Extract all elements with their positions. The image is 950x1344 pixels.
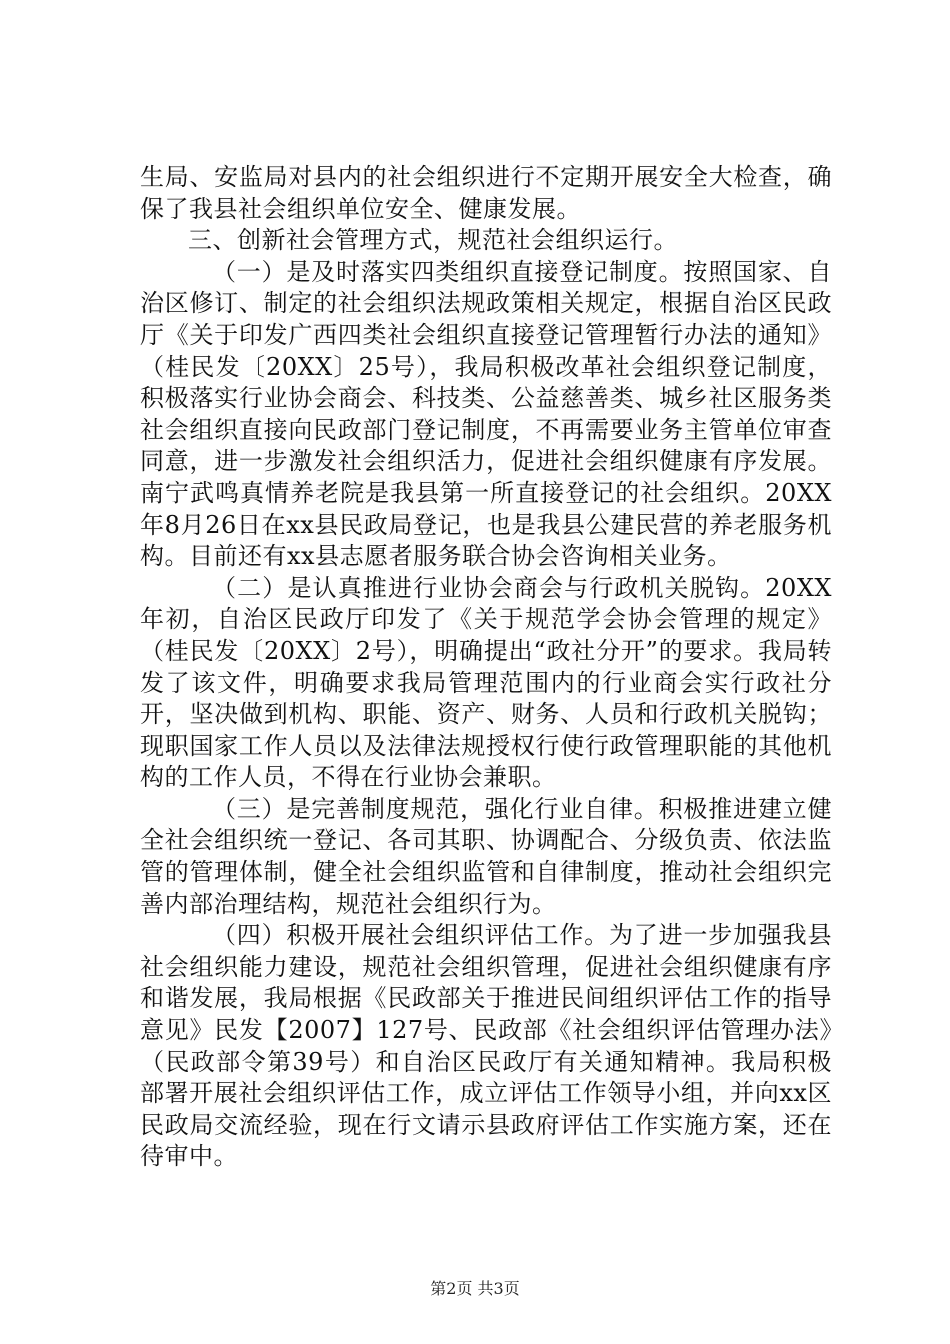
paragraph-item-1: （一）是及时落实四类组织直接登记制度。按照国家、自治区修订、制定的社会组织法规政策相关规定，根据自治区民政厅《关于印发广西四类社会组织直接登记管理暂行办法的通知》（桂民发〔20XX〕25号），我局积极改革社会组织登记制度，积极落实行业协会商会、科技类、公益慈善类、城乡社区服务类社会组织直接向民政部门登记制度，不再需要业务主管单位审查同意，进一步激发社会组织活力，促进社会组织健康有序发展。南宁武鸣真情养老院是我县第一所直接登记的社会组织。20XX年8月26日在xx县民政局登记，也是我县公建民营的养老服务机构。目前还有xx县志愿者服务联合协会咨询相关业务。 <box>140 257 832 571</box>
paragraph-item-2: （二）是认真推进行业协会商会与行政机关脱钩。20XX年初，自治区民政厅印发了《关于规范学会协会管理的规定》（桂民发〔20XX〕2号），明确提出“政社分开”的要求。我局转发了该文件，明确要求我局管理范围内的行业商会实行政社分开，坚决做到机构、职能、资产、财务、人员和行政机关脱钩；现职国家工作人员以及法律法规授权行使行政管理职能的其他机构的工作人员，不得在行业协会兼职。 <box>140 573 832 792</box>
paragraph-continuation: 生局、安监局对县内的社会组织进行不定期开展安全大检查，确保了我县社会组织单位安全、健康发展。 <box>140 163 832 223</box>
document-body <box>140 162 832 1173</box>
page-number-footer: 第2页 共3页 <box>430 1279 520 1298</box>
section-heading: 三、创新社会管理方式，规范社会组织运行。 <box>188 226 678 255</box>
paragraph-item-3: （三）是完善制度规范，强化行业自律。积极推进建立健全社会组织统一登记、各司其职、协调配合、分级负责、依法监管的管理体制，健全社会组织监管和自律制度，推动社会组织完善内部治理结构，规范社会组织行为。 <box>140 794 832 918</box>
paragraph-item-4: （四）积极开展社会组织评估工作。为了进一步加强我县社会组织能力建设，规范社会组织管理，促进社会组织健康有序和谐发展，我局根据《民政部关于推进民间组织评估工作的指导意见》民发【2007】127号、民政部《社会组织评估管理办法》（民政部令第39号）和自治区民政厅有关通知精神。我局积极部署开展社会组织评估工作，成立评估工作领导小组，并向xx区民政局交流经验，现在行文请示县政府评估工作实施方案，还在待审中。 <box>140 921 832 1171</box>
